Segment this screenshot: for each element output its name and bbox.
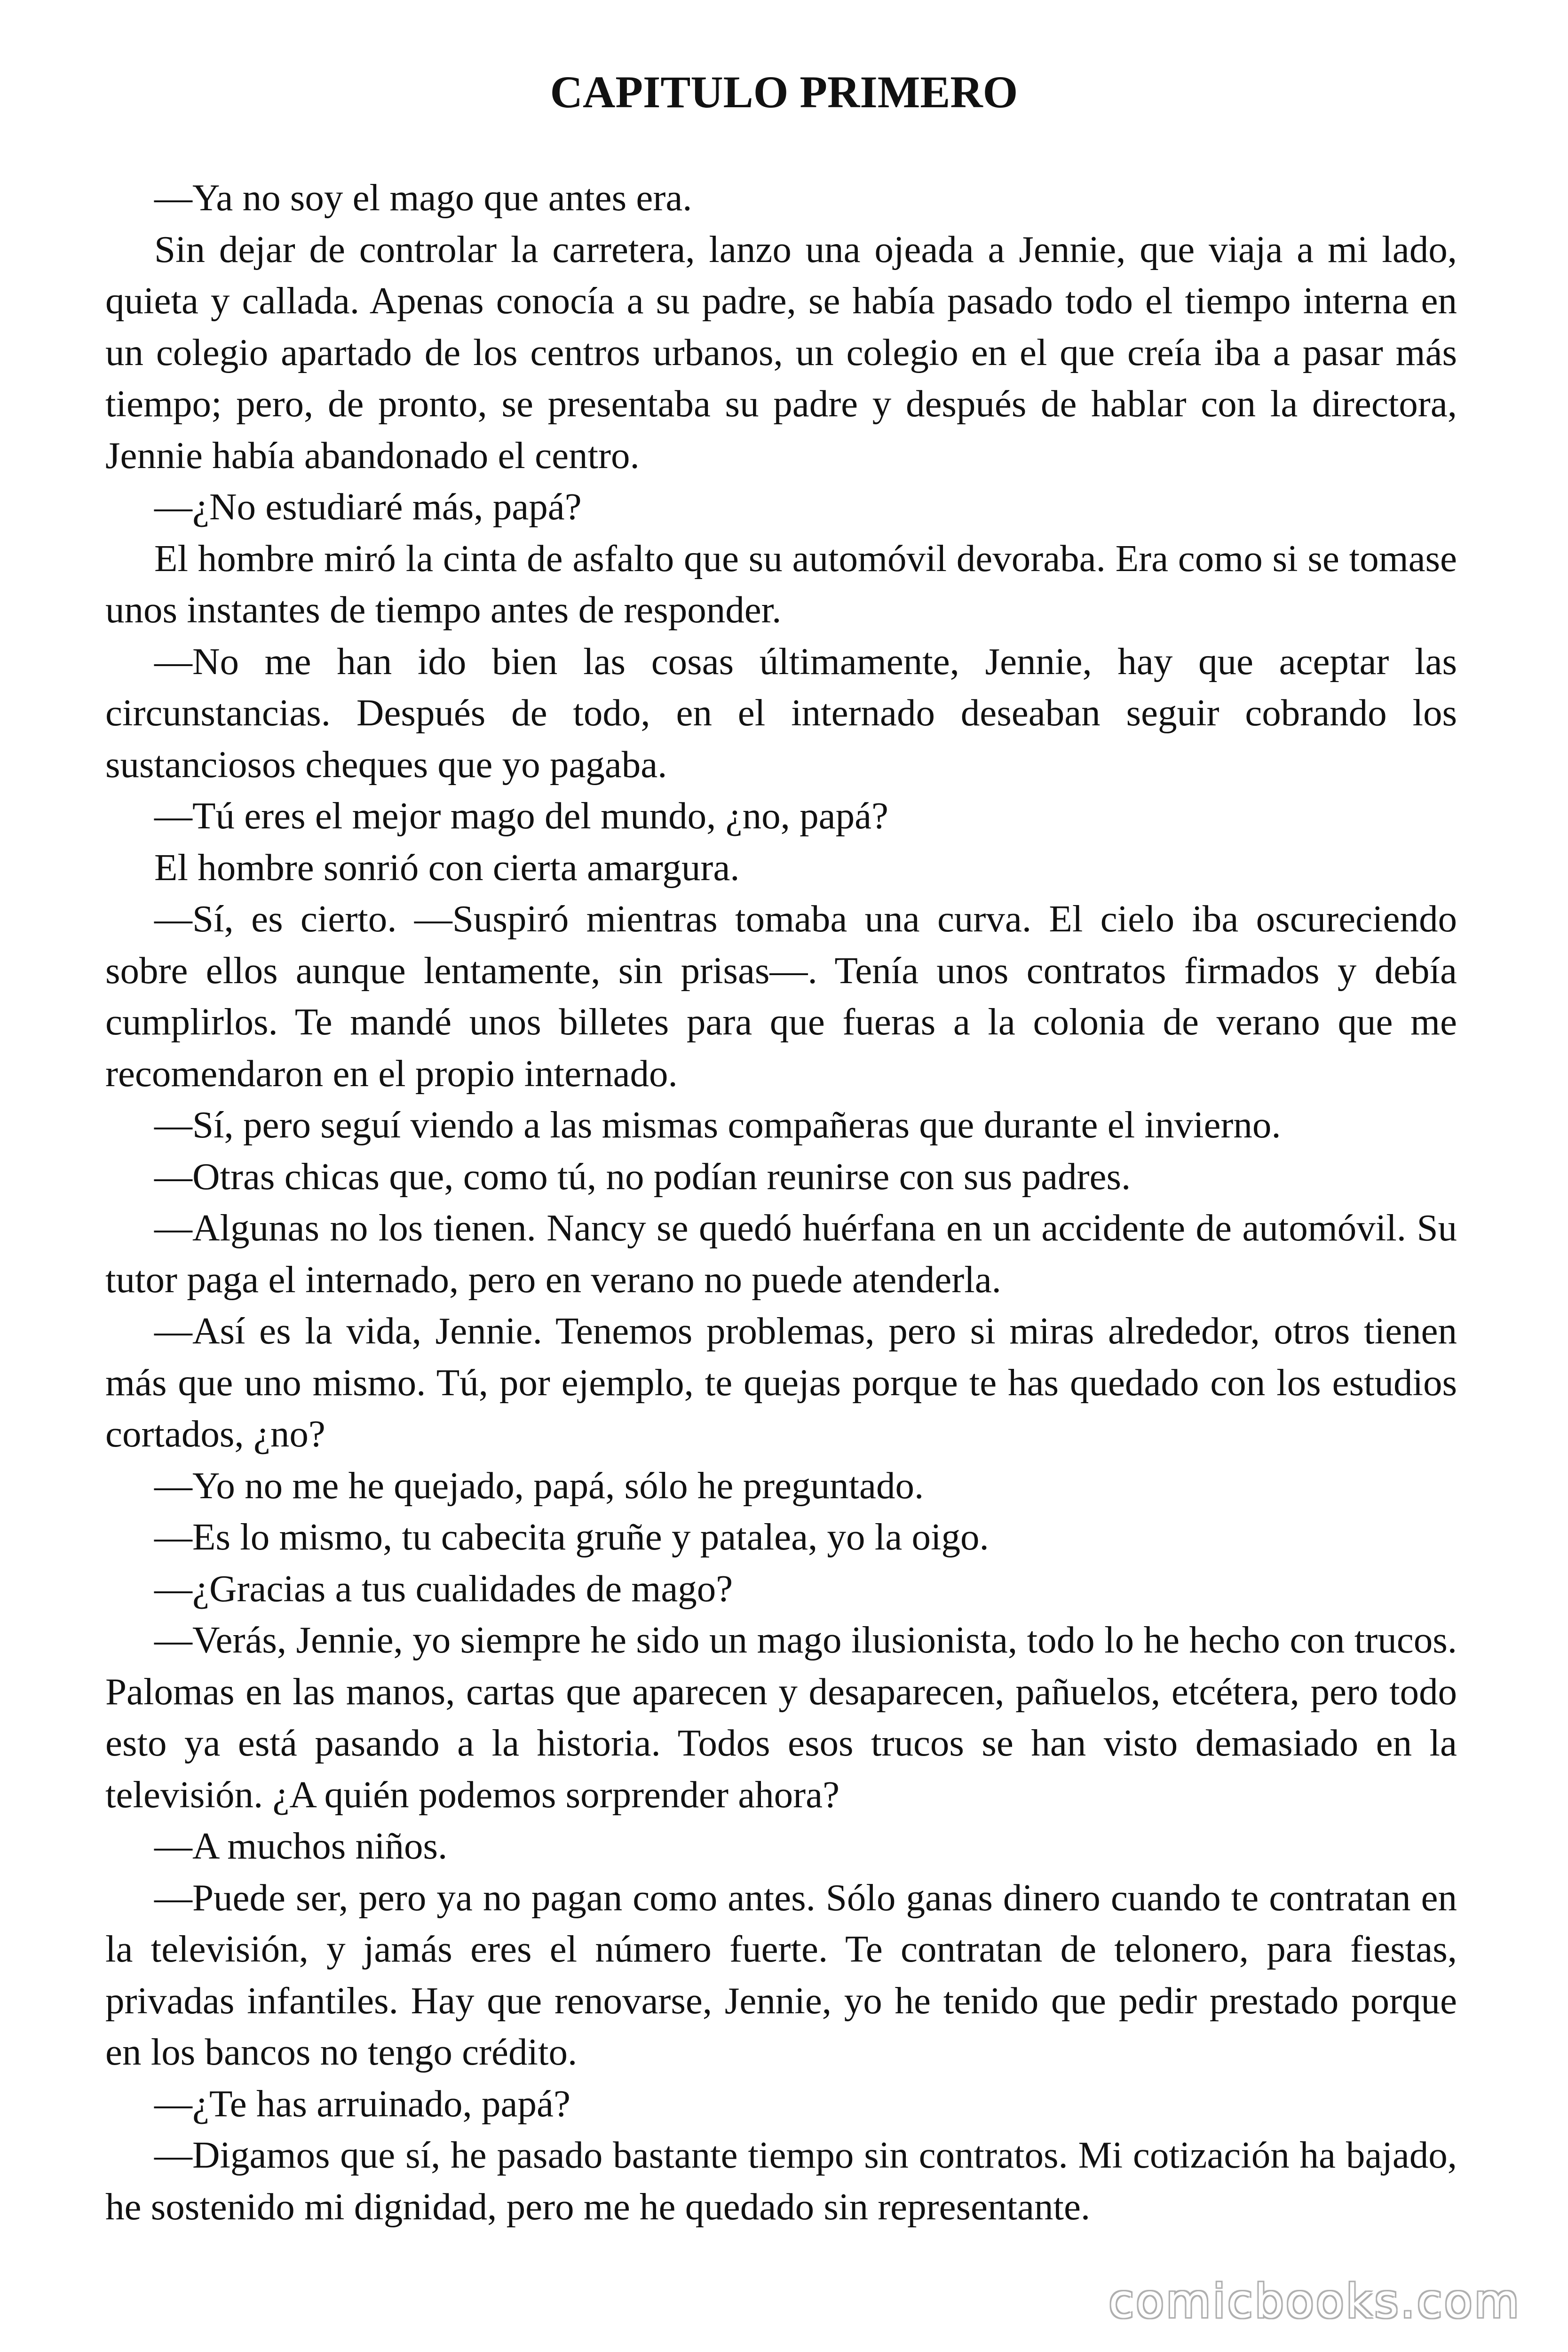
paragraph: —Verás, Jennie, yo siempre he sido un mago ilusionista, todo lo he hecho con trucos. Palomas en las manos, cartas que aparecen y desaparecen, pañuelos, etcétera, pero todo esto ya está pasando a la historia. Todos esos trucos se han visto demasiado en la televisión. ¿A quién podemos sorprender ahora? — [105, 1619, 1457, 1816]
paragraph: —Ya no soy el mago que antes era. — [154, 176, 692, 219]
paragraph: —Algunas no los tienen. Nancy se quedó huérfana en un accidente de automóvil. Su tutor paga el internado, pero en verano no puede atenderla. — [105, 1207, 1457, 1301]
paragraph: —Es lo mismo, tu cabecita gruñe y patalea, yo la oigo. — [154, 1516, 989, 1558]
paragraph: —Yo no me he quejado, papá, sólo he preguntado. — [154, 1464, 924, 1507]
watermark: comicbooks.com — [1109, 2275, 1521, 2328]
paragraph: —Sí, pero seguí viendo a las mismas compañeras que durante el invierno. — [154, 1104, 1281, 1146]
paragraph: —¿Te has arruinado, papá? — [154, 2082, 570, 2125]
paragraph: —No me han ido bien las cosas últimamente, Jennie, hay que aceptar las circunstancias. Después de todo, en el internado deseaban seguir cobrando los sustanciosos cheques que yo pagaba. — [105, 640, 1457, 786]
paragraph: El hombre miró la cinta de asfalto que su automóvil devoraba. Era como si se tomase unos instantes de tiempo antes de responder. — [105, 537, 1457, 631]
chapter-body — [105, 172, 1457, 2233]
paragraph: —Sí, es cierto. —Suspiró mientras tomaba una curva. El cielo iba oscureciendo sobre ellos aunque lentamente, sin prisas—. Tenía unos contratos firmados y debía cumplirlos. Te mandé unos billetes para que fueras a la colonia de verano que me recomendaron en el propio internado. — [105, 898, 1457, 1095]
paragraph: —Puede ser, pero ya no pagan como antes. Sólo ganas dinero cuando te contratan en la televisión, y jamás eres el número fuerte. Te contratan de telonero, para fiestas, privadas infantiles. Hay que renovarse, Jennie, yo he tenido que pedir prestado porque en los bancos no tengo crédito. — [105, 1876, 1457, 2073]
paragraph: El hombre sonrió con cierta amargura. — [154, 846, 740, 889]
paragraph: —¿Gracias a tus cualidades de mago? — [154, 1567, 733, 1610]
paragraph: —Tú eres el mejor mago del mundo, ¿no, papá? — [154, 795, 888, 837]
paragraph: —A muchos niños. — [154, 1825, 448, 1867]
paragraph: —Así es la vida, Jennie. Tenemos problemas, pero si miras alrededor, otros tienen más que uno mismo. Tú, por ejemplo, te quejas porque te has quedado con los estudios cortados, ¿no? — [105, 1310, 1457, 1455]
paragraph: —¿No estudiaré más, papá? — [154, 485, 582, 528]
paragraph: —Digamos que sí, he pasado bastante tiempo sin contratos. Mi cotización ha bajado, he sostenido mi dignidad, pero me he quedado sin representante. — [105, 2134, 1457, 2228]
paragraph: —Otras chicas que, como tú, no podían reunirse con sus padres. — [154, 1155, 1131, 1198]
paragraph: Sin dejar de controlar la carretera, lanzo una ojeada a Jennie, que viaja a mi lado, quieta y callada. Apenas conocía a su padre, se había pasado todo el tiempo interna en un colegio apartado de los centros urbanos, un colegio en el que creía iba a pasar más tiempo; pero, de pronto, se presentaba su padre y después de hablar con la directora, Jennie había abandonado el centro. — [105, 228, 1457, 477]
chapter-title: CAPITULO PRIMERO — [550, 67, 1018, 117]
